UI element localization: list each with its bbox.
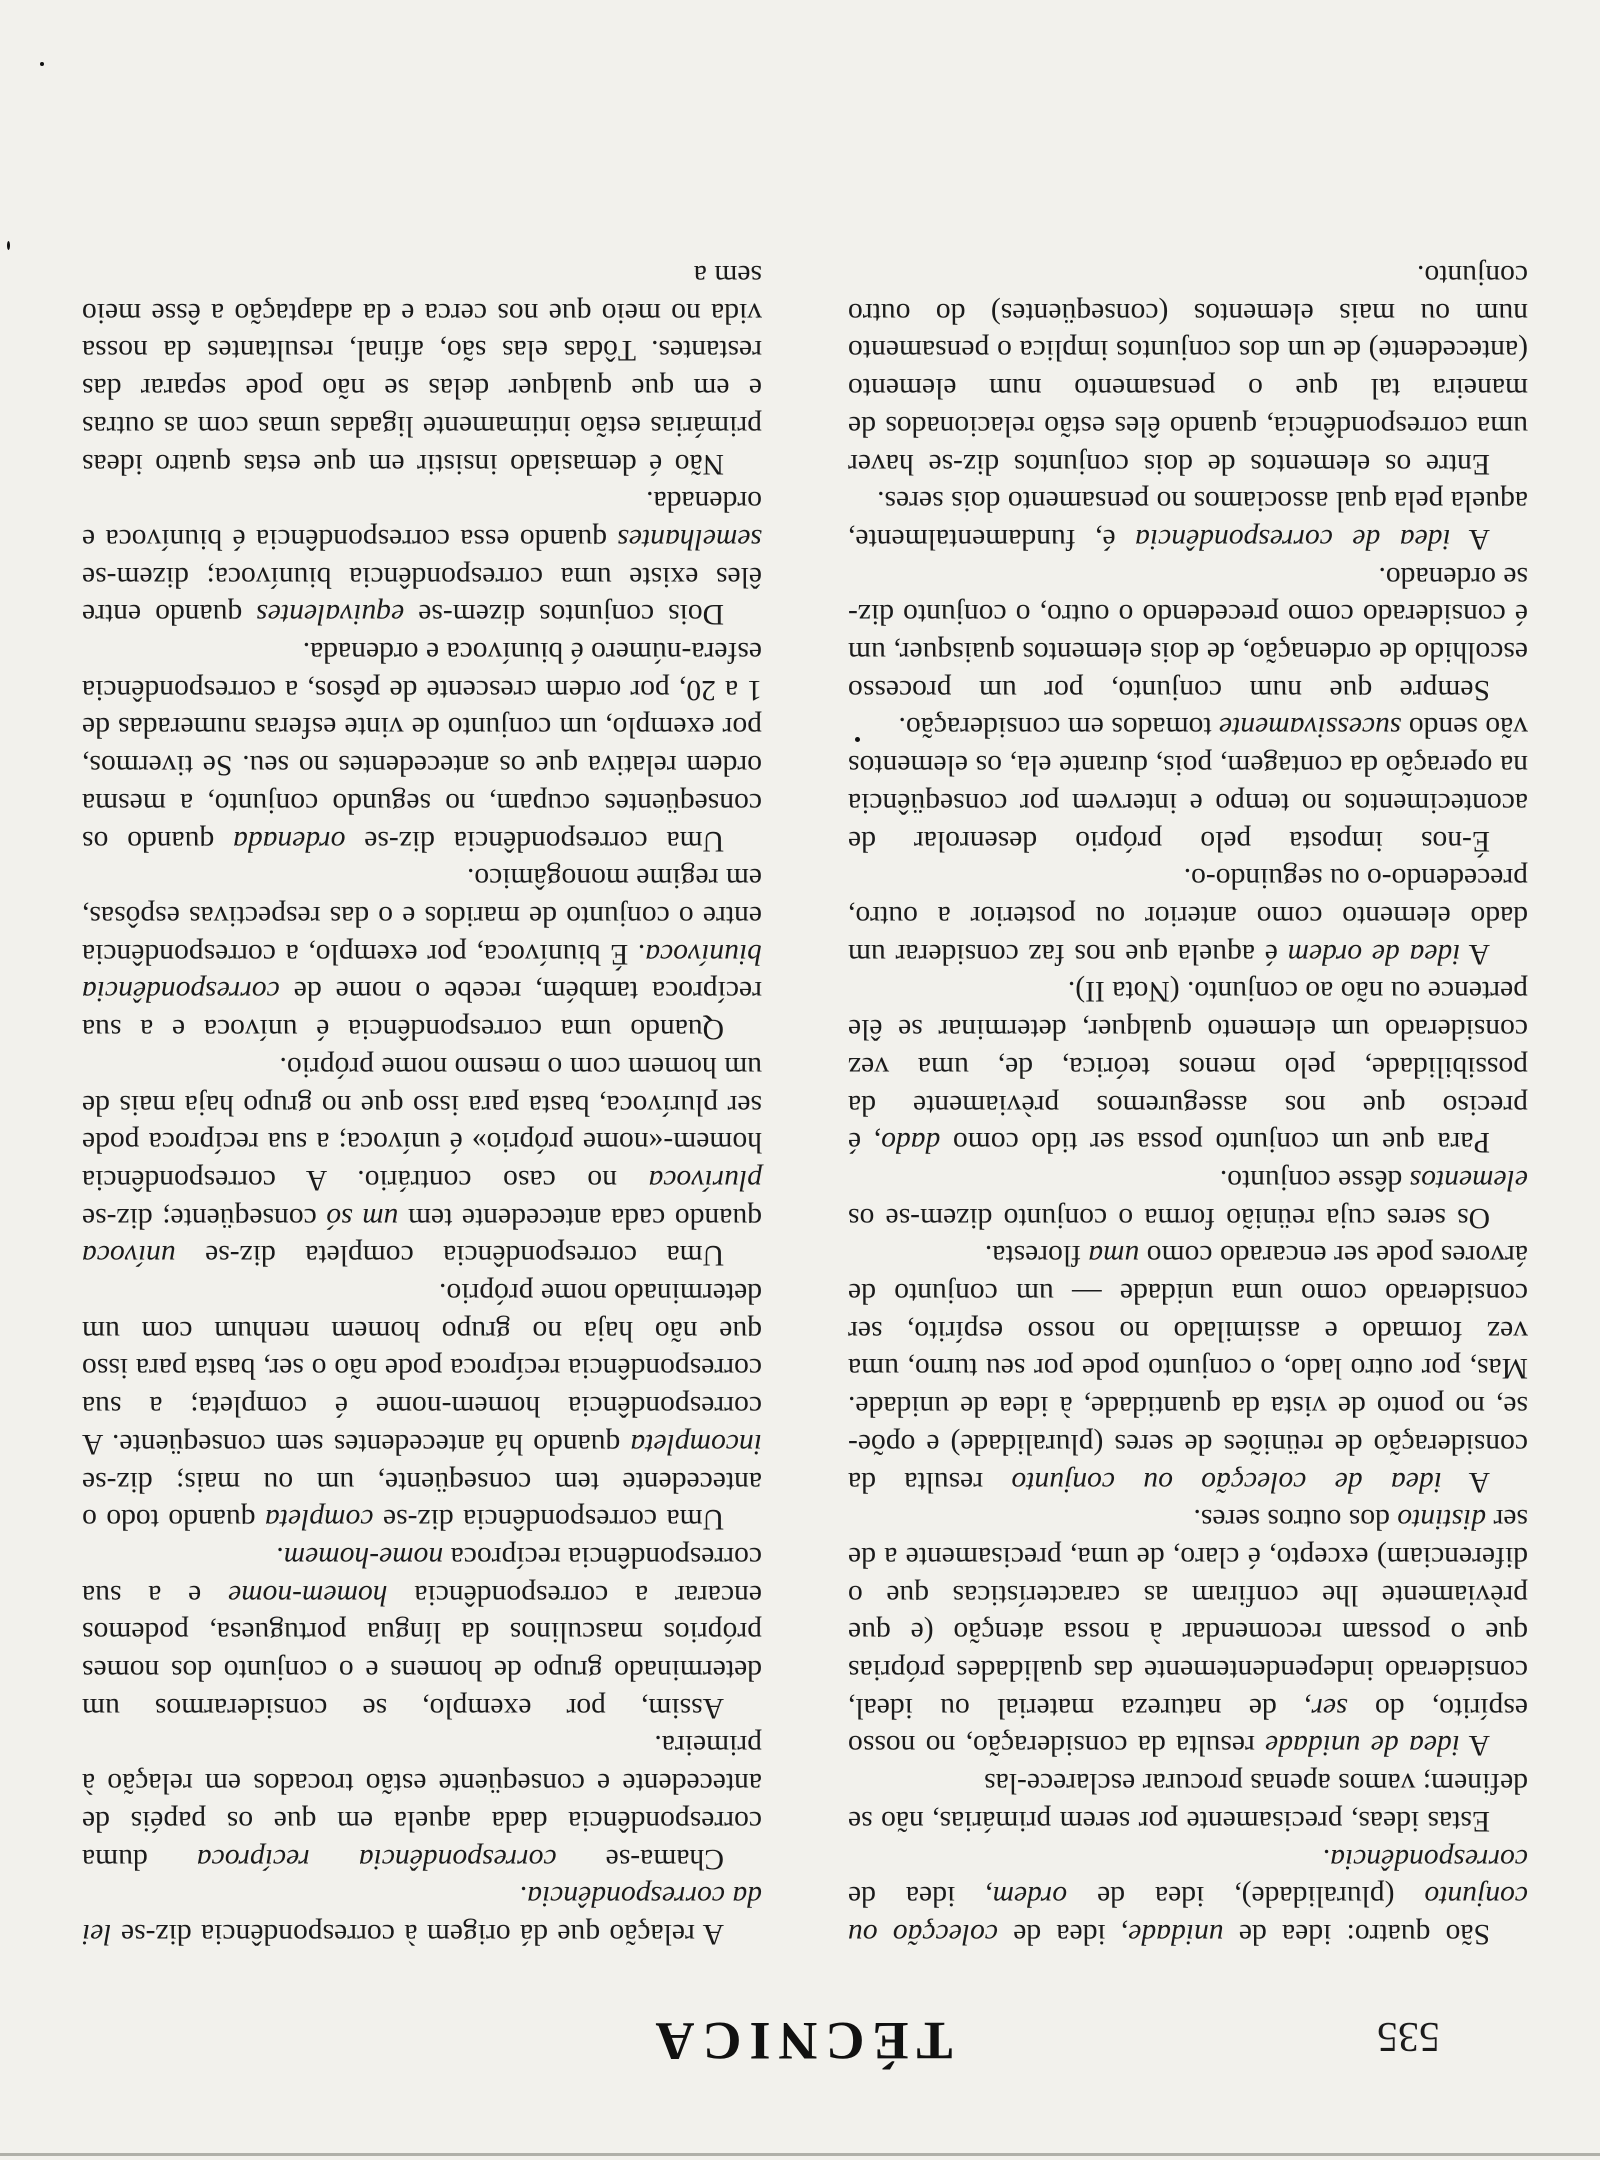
paragraph [848,708,1528,859]
text-run: Chama-se [556,1842,724,1875]
text-run: São quatro: idea de [1223,1918,1490,1950]
italic-term: lei da correspondência [82,1880,762,1950]
text-run: . É biunívoca, por exemplo, a correspondência entre o conjunto de maridos e o das respectivas espôsas, em regime monogâmico. [82,862,762,970]
paragraph [848,557,1528,708]
italic-term: um só [326,1201,399,1234]
paragraph [848,1236,1528,1500]
paragraph [82,1877,762,1952]
text-run: quando cada antecedente tem [398,1201,762,1234]
italic-term: correspondência [1330,1842,1528,1875]
italic-term: colecção ou conjunto [848,1880,1528,1950]
text-run: (pluralidade), idea de [1067,1880,1425,1913]
italic-term: idea de colecção ou conjunto [1011,1465,1442,1498]
running-title: TÉCNICA [647,2011,953,2071]
italic-term: sucessivamente [1218,711,1402,744]
italic-term: ordem [992,1880,1068,1913]
text-run: Entre os elementos de dois conjuntos diz-se haver uma correspondência, quando êles estão relacionados de maneira tal que o pensamento num elemento (antecedente) de um dos conjuntos implica o pensamento num ou mais elementos (conseqüentes) do outro conjunto. [848,259,1528,480]
paragraph [82,632,762,858]
text-run: quando há antecedentes sem conseqüente. A correspondência homem-nome é completa; a sua correspondência recíproca pode não o ser, basta para isso que não haja no grupo homem nenhum com um determinado nome próprio. [82,1277,762,1460]
page-header [0,1992,1600,2072]
paragraph [848,972,1528,1161]
text-run: , idea de [997,1918,1129,1950]
text-run: Os seres cuja reünião forma o conjunto dizem-se os [848,1201,1490,1234]
paragraph [848,859,1528,972]
italic-term: uma [1088,1239,1140,1272]
paragraph [82,1537,762,1726]
text-run: dêsse conjunto. [1219,1163,1410,1196]
text-run: . [1322,1842,1331,1875]
text-run: dos outros seres. [1193,1503,1398,1536]
italic-term: elementos [1409,1163,1528,1196]
italic-term: correspondência recíproca [196,1842,557,1875]
italic-term: idea de ordem [1287,937,1461,970]
text-run: quando entre êles existe uma correspondência biunívoca; dizem-se [81,560,762,631]
text-run: Dois conjuntos dizem-se [404,598,724,631]
text-run: Quando uma correspondência é unívoca e a sua recíproca também, recebe o nome de [82,975,762,1046]
paragraph [82,1273,762,1537]
scan-speck [7,241,10,250]
text-run: duma correspondência dada aquela em que os papéis de antecedente e conseqüente estão trocados em relação à primeira. [82,1729,762,1875]
text-run: Assim, por exemplo, se considerarmos um determinado grupo de homens e o conjunto dos nomes próprios masculinos da língua portuguesa, podemos encarar a correspondência [82,1578,762,1724]
italic-term: distinto [1397,1503,1487,1536]
text-run: . [519,1880,528,1913]
text-run: Uma correspondência diz-se [345,824,724,857]
italic-term: completa [264,1503,374,1536]
italic-term: idea de correspondência [1135,522,1451,555]
text-run: , de natureza material ou ideal, considerado independentemente das qualidades próprias que o possam recomendar à nossa atenção (e que prèviamente lhe confiram as características que o diferenciam) excepto, é claro, de uma, precisamente a de ser [847,1503,1528,1724]
scan-speck [855,737,860,742]
text-run: É-nos imposta pelo próprio desenrolar de acontecimentos no tempo e intervem por conseqüência na operação da contagem, pois, durante ela, os elementos vão sendo [848,711,1528,857]
page-edge [0,2153,1600,2156]
paragraph [848,1763,1528,1838]
text-run: . [276,1540,284,1573]
italic-term: incompleta [630,1427,762,1460]
paragraph [82,255,762,481]
text-run: , é preciso que nos asseguremos prèviamente da possibilidade, pelo menos teórica, de, uma vez considerado um elemento qualquer, determinar se êle pertence ou não ao conjunto. (Nota II). [847,975,1528,1159]
text-run: quando todo o antecedente tem conseqüente, um ou mais; diz-se [82,1465,762,1536]
page-number: 535 [1377,2013,1440,2059]
italic-term: nome-homem [283,1540,444,1573]
paragraph [848,1500,1528,1764]
paragraph [82,1047,762,1273]
text-run: quando essa correspondência é biunívoca e ordenada. [82,485,762,555]
text-run: A [1459,1729,1490,1762]
text-run: Sempre que num conjunto, por um processo escolhido de ordenação, de dois elementos quaisquer, um é considerado como precedendo o outro, o conjunto diz-se ordenado. [848,560,1528,706]
italic-term: plurívoca [648,1163,762,1196]
paragraph [848,482,1528,557]
italic-term: idea de unidade [1265,1729,1460,1762]
text-run: Uma correspondência completa diz-se [175,1239,724,1272]
italic-term: correspondência biunívoca [82,937,762,1008]
text-run: A [1441,1465,1490,1498]
text-run: A [1450,522,1490,555]
paragraph [82,482,762,633]
italic-term: ordenada [233,824,346,857]
paragraph [82,859,762,1048]
text-run: resulta da consideração de reüniões de seres (pluralidade) e opõe-se, no ponto de vista da quantidade, à idea de unidade. Mas, por outro lado, o conjunto pode por seu turno, uma vez formado e assimilado no nosso espírito, ser considerado como uma unidade — um conjunto de árvores pode ser encarado como [848,1239,1528,1498]
right-column [82,255,762,1952]
italic-term: semelhantes [617,522,762,555]
text-run: no caso contrário. A correspondência homem-«nome próprio» é unívoca; a sua recíproca pode ser plurívoca, basta para isso que no grupo haja mais de um homem com o mesmo nome próprio. [82,1050,762,1196]
italic-term: homem-nome [228,1578,388,1611]
scan-speck [40,62,44,66]
text-run: quando os conseqüentes ocupam, no segundo conjunto, a mesma ordem relativa que os antecedentes no seu. Se tivermos, por exemplo, um conjunto de vinte esferas numeradas de 1 a 20, por ordem crescente de pêsos, a correspondência esfera-número é biunívoca e ordenada. [82,636,762,857]
text-run: resulta da consideração, no nosso espírito, do [848,1691,1528,1762]
italic-term: unidade [1128,1918,1224,1950]
text-run: A [1460,937,1490,970]
italic-term: equivalentes [256,598,405,631]
text-run: A relação que dá origem à correspondência diz-se [111,1918,724,1950]
text-run: é, fundamentalmente, aquela pela qual associamos no pensamento dois seres. [847,485,1528,555]
italic-term: dado [881,1126,941,1159]
text-run: tomados em consideração. [898,711,1219,744]
text-run: Uma correspondência diz-se [373,1503,724,1536]
left-column [848,255,1528,1952]
paragraph [848,1839,1528,1952]
italic-term: ser [1311,1691,1348,1724]
text-run: Estas ideas, precisamente por serem primárias, não se definem; vamos apenas procurar esclarece-las [848,1767,1528,1837]
text-run: , idea de [848,1880,993,1913]
text-run: é aquela que nos faz considerar um dado elemento como anterior ou posterior a outro, precedendo-o ou seguindo-o. [847,862,1528,970]
text-run: Para que um conjunto possa ser tido como [940,1126,1490,1159]
paragraph [848,255,1528,481]
paragraph [848,1160,1528,1235]
text-run: e a sua correspondência recíproca [82,1540,762,1611]
text-run: Não é demasiado insistir em que estas quatro ideas primárias estão intimamente ligadas umas com as outras e em que qualquer delas se não pode separar das restantes. Tôdas elas são, afinal, resultantes da nossa vida no meio que nos cerca e da adaptação a êsse meio sem a [82,259,762,480]
paragraph [82,1726,762,1877]
text-run: conseqüente; diz-se [82,1201,327,1234]
italic-term: unívoca [82,1239,176,1272]
text-run: floresta. [984,1239,1089,1272]
